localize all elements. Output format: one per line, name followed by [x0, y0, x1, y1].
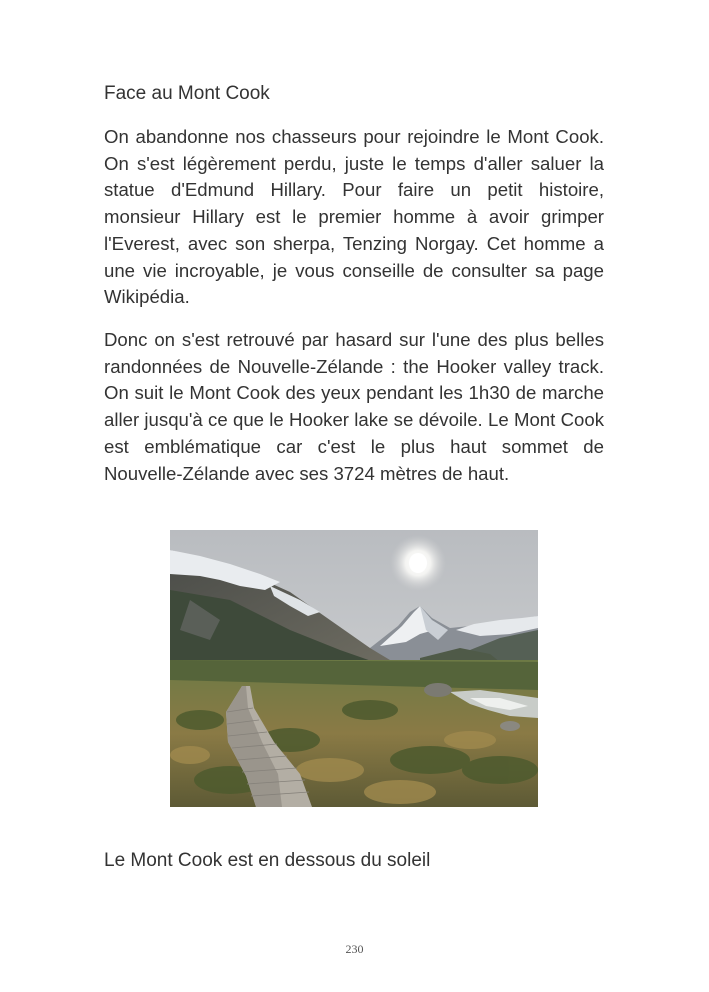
mount-cook-photo — [170, 530, 538, 807]
paragraph-1: On abandonne nos chasseurs pour rejoindre le Mont Cook. On s'est légèrement perdu, juste le temps d'aller saluer la statue d'Edmund Hillary. Pour faire un petit histoire, monsieur Hillary est le premier homme à avoir grimper l'Everest, avec son sherpa, Tenzing Norgay. Cet homme a une vie incroyable, je vous conseille de consulter sa page Wikipédia. — [104, 126, 604, 308]
section-title: Face au Mont Cook — [104, 83, 270, 104]
photo-caption: Le Mont Cook est en dessous du soleil — [104, 850, 431, 871]
paragraph-2: Donc on s'est retrouvé par hasard sur l'une des plus belles randonnées de Nouvelle-Zélande : the Hooker valley track. On suit le Mont Cook des yeux pendant les 1h30 de marche aller jusqu'à ce que le Hooker lake se dévoile. Le Mont Cook est emblématique car c'est le plus haut sommet de Nouvelle-Zélande avec ses 3724 mètres de haut. — [104, 329, 604, 484]
page-number: 230 — [345, 942, 364, 956]
